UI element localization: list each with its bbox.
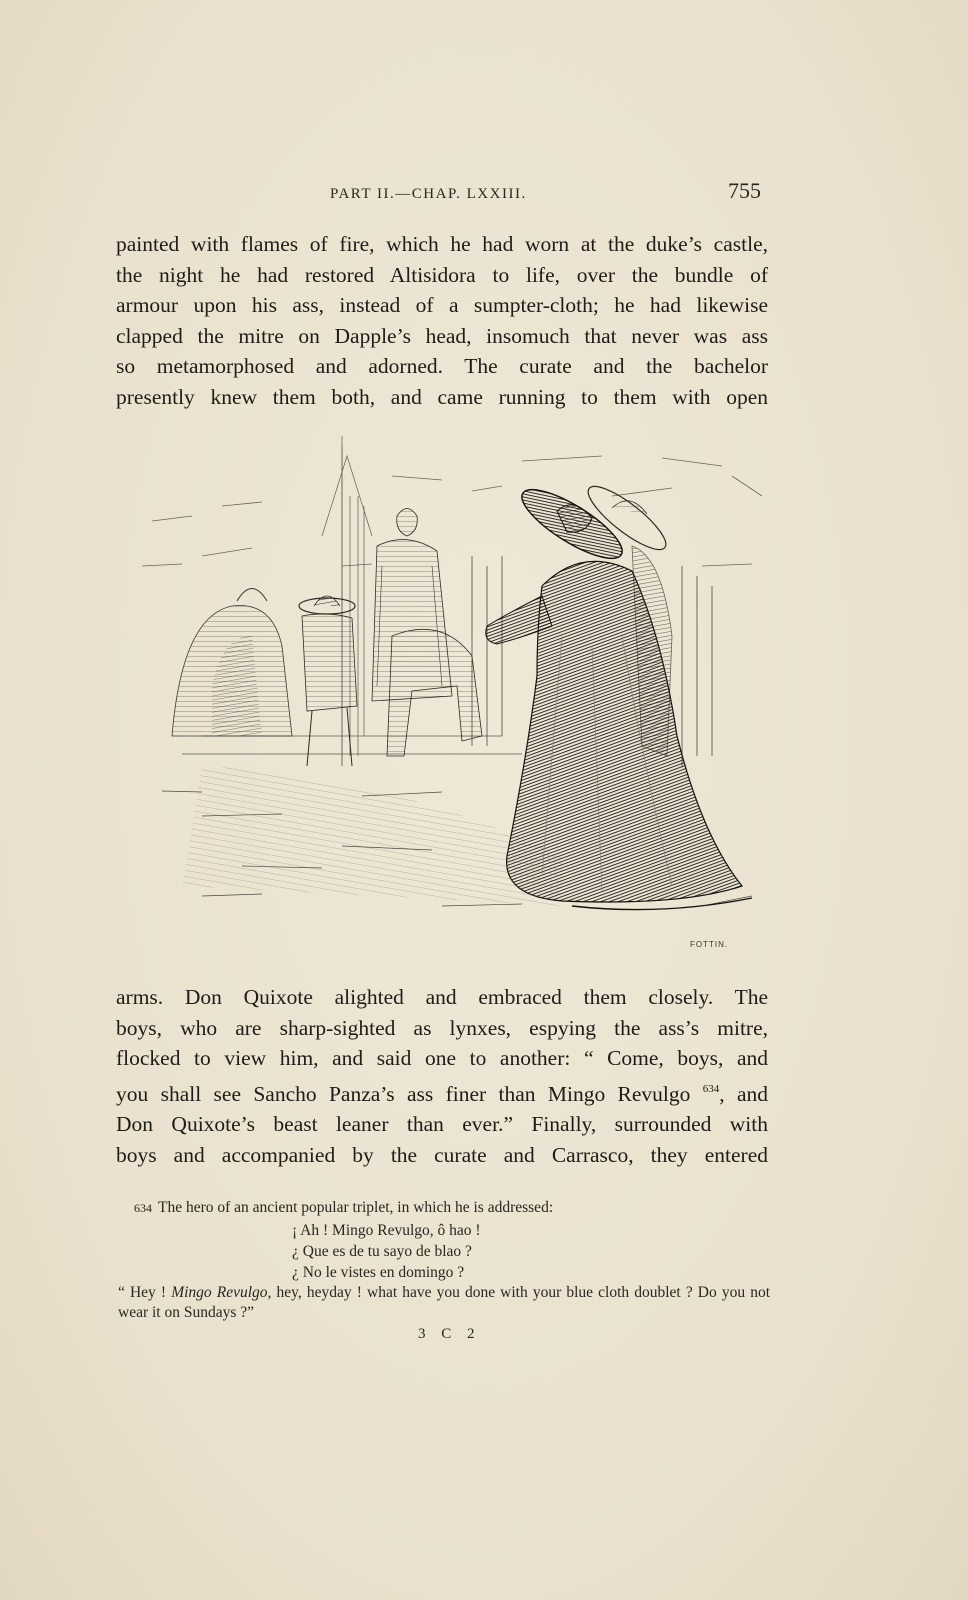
text-line: presently knew them both, and came running to them with open	[116, 384, 768, 409]
text-line: Don Quixote’s beast leaner than ever.” Finally, surrounded with	[116, 1112, 768, 1136]
paragraph-bottom	[116, 982, 768, 1170]
text-fragment: you shall see Sancho Panza’s ass finer than Mingo Revulgo	[116, 1081, 691, 1106]
footnote-verse	[292, 1220, 481, 1283]
page-number: 755	[728, 178, 761, 203]
text-line: arms. Don Quixote alighted and embraced them closely. The	[116, 985, 768, 1009]
text-line: clapped the mitre on Dapple’s head, insomuch that never was ass	[116, 323, 768, 348]
text-fragment: , and	[719, 1081, 769, 1106]
signature-mark: 3 C 2	[418, 1326, 481, 1342]
running-head: PART II.—CHAP. LXXIII.	[330, 186, 527, 202]
sky-strokes	[142, 456, 762, 566]
verse-line: ¿ Que es de tu sayo de blao ?	[292, 1243, 472, 1260]
translation-name: Mingo Revulgo,	[171, 1284, 272, 1301]
footnote-translation	[118, 1283, 770, 1323]
footnote-intro	[134, 1198, 784, 1218]
artist-signature: FOTTIN.	[690, 940, 729, 949]
verse-line: ¡ Ah ! Mingo Revulgo, ô hao !	[292, 1222, 481, 1239]
footnote-number: 634	[134, 1201, 152, 1215]
donkey-and-rider	[172, 589, 292, 737]
text-line	[116, 1074, 768, 1110]
sancho-figure	[299, 596, 357, 766]
text-line: boys and accompanied by the curate and Carrasco, they entered	[116, 1142, 768, 1167]
text-line: so metamorphosed and adorned. The curate and the bachelor	[116, 354, 768, 378]
footnote-intro-text: The hero of an ancient popular triplet, in which he is addressed:	[158, 1199, 554, 1216]
translation-open: “ Hey !	[118, 1284, 167, 1301]
text-line: the night he had restored Altisidora to life, over the bundle of	[116, 262, 768, 287]
paragraph-top	[116, 229, 768, 412]
curate-figure	[486, 478, 742, 902]
text-line: armour upon his ass, instead of a sumpter-cloth; he had likewise	[116, 293, 768, 317]
translation-rest: hey, heyday ! what have you done with your blue cloth doublet ? Do you not wear it on Sundays ?”	[118, 1284, 770, 1321]
engraving-illustration	[142, 436, 774, 956]
verse-line: ¿ No le vistes en domingo ?	[292, 1264, 465, 1281]
text-line: flocked to view him, and said one to another: “ Come, boys, and	[116, 1046, 768, 1070]
text-line: painted with flames of fire, which he had worn at the duke’s castle,	[116, 232, 768, 256]
footnote-reference[interactable]: 634	[702, 1082, 720, 1095]
text-line: boys, who are sharp-sighted as lynxes, espying the ass’s mitre,	[116, 1015, 768, 1040]
